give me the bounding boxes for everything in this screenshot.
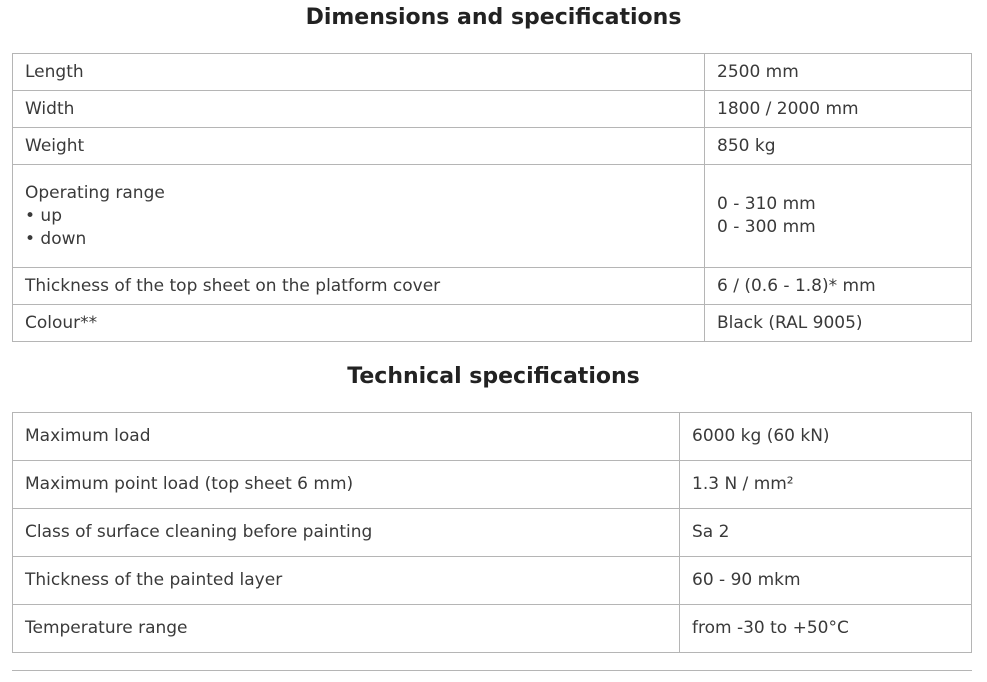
table-row xyxy=(13,165,972,268)
spec-value: 1.3 N / mm² xyxy=(680,461,972,509)
spec-label: Operating range xyxy=(25,182,165,203)
spec-value-up: 0 - 310 mm xyxy=(717,194,816,214)
spec-label: Thickness of the painted layer xyxy=(13,557,680,605)
table-row xyxy=(13,91,972,128)
spec-value-down: 0 - 300 mm xyxy=(717,217,816,237)
spec-label: Length xyxy=(13,54,705,91)
table-row xyxy=(13,557,972,605)
spec-sublabel-up: • up xyxy=(25,205,62,226)
table-row xyxy=(13,128,972,165)
spec-label: Maximum point load (top sheet 6 mm) xyxy=(13,461,680,509)
spec-value: Sa 2 xyxy=(680,509,972,557)
spec-value: 6 / (0.6 - 1.8)* mm xyxy=(705,268,972,305)
spec-label: Thickness of the top sheet on the platform cover xyxy=(13,268,705,305)
spec-label: Maximum load xyxy=(13,413,680,461)
dimensions-table xyxy=(12,53,972,342)
divider xyxy=(12,670,972,671)
table-row xyxy=(13,54,972,91)
table-row xyxy=(13,605,972,653)
dimensions-heading: Dimensions and specifications xyxy=(305,5,682,30)
spec-value: 850 kg xyxy=(705,128,972,165)
technical-heading: Technical specifications xyxy=(347,364,640,389)
spec-sublabel-down: • down xyxy=(25,228,87,249)
spec-value: from -30 to +50°C xyxy=(680,605,972,653)
spec-value: Black (RAL 9005) xyxy=(705,305,972,342)
spec-label: Weight xyxy=(13,128,705,165)
spec-label-group xyxy=(13,165,705,268)
spec-label: Class of surface cleaning before painting xyxy=(13,509,680,557)
table-row xyxy=(13,413,972,461)
table-row xyxy=(13,509,972,557)
table-row xyxy=(13,461,972,509)
spec-label: Colour** xyxy=(13,305,705,342)
spec-label: Temperature range xyxy=(13,605,680,653)
spec-value: 60 - 90 mkm xyxy=(680,557,972,605)
spec-value: 6000 kg (60 kN) xyxy=(680,413,972,461)
spec-value: 2500 mm xyxy=(705,54,972,91)
table-row xyxy=(13,305,972,342)
table-row xyxy=(13,268,972,305)
spec-value: 1800 / 2000 mm xyxy=(705,91,972,128)
spec-value-group xyxy=(705,165,972,268)
spec-label: Width xyxy=(13,91,705,128)
technical-table xyxy=(12,412,972,653)
